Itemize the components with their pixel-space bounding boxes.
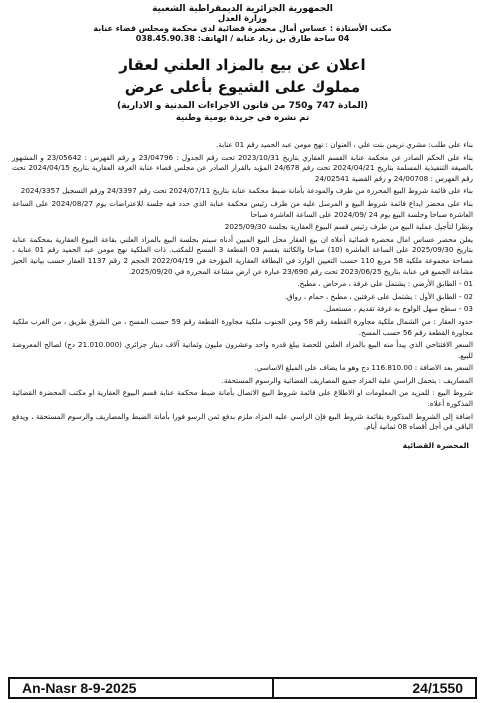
header-address: 04 ساحة طارق بن زياد عنابة / الهاتف: 038.45.90.38 — [135, 34, 350, 43]
header-republic: الجمهورية الجزائرية الديمقراطية الشعبية — [152, 4, 333, 14]
notice-subtitle: مملوك على الشيوع بأعلى عرض — [124, 78, 361, 96]
list-item: 02 - الطابق الأول : يشتمل على غرفتين ، مطبخ ، حمام ، رواق. — [284, 291, 473, 301]
paragraph: ونظرا لتأجيل عملية البيع من طرف رئيس قسم البيوع العقارية بجلسة 2025/09/30 — [224, 222, 473, 232]
publish-note: تم نشره في جريدة يومية وطنية — [175, 113, 310, 123]
paragraph: اضافة إلى الشروط المذكورة بقائمة شروط البيع فإن الراسي عليه المزاد ملزم بدفع ثمن الرسو فورا بأمانة الضبط والمصاريف والرسوم المستحقة ، ويدفع الباقي في أجل أقصاه 08 ثمانية أيام. — [12, 411, 473, 432]
paragraph: بناء على طلب: مشري نريمن بنت علي ، العنوان : نهج مومن عبد الحميد رقم 01 عنابة. — [215, 140, 473, 149]
footer — [8, 677, 477, 699]
paragraph: المصاريف : يتحمل الراسي عليه المزاد جميع المصاريف القضائية والرسوم المستحقة. — [221, 375, 473, 385]
header-office: مكتب الأستاذة : عساس أمال محضرة قضائية لدى محكمة ومجلس قضاء عنابة — [93, 24, 392, 33]
header-ministry: وزارة العدل — [217, 14, 268, 24]
paragraph: السعر الافتتاحي الذي يبدأ منه البيع بالمزاد العلني للحصة يبلغ قدره واحد وعشرون مليون وثمانية آلاف دينار جزائري (21.010.000 دج) لصالح المعروضة للبيع. — [12, 340, 473, 360]
paragraph: السعر بعد الاضافة : 116.810.00 دج وهو ما يضاف على المبلغ الاساسي. — [254, 363, 473, 373]
paragraph: يعلن محضر عساس امال محضرة قضائية أعلاه ان بيع العقار محل البيع المبين أدناه سيتم بجلسة البيع بالمزاد العلني بقاعة البيوع العقارية بمحكمة عنابة بتاريخ 2025/09/30 على الساعة العاشرة (10) صباحا والكائنة بقسم 03 القطعة 3 المسح للمكتب. ذات الملكية نهج مومن عبد الحميد رقم 01 عنابة ، مساحة مجموعة ملكية 58 مربع 110 حسب التعيين الوارد في البطاقة العقارية المؤرخة في 2022/04/19 الحجم 2 رقم 1137 العقار حسب بيانية الحيز مشاعة الجميع في عنابة بتاريخ 2023/06/25 تحت رقم 23/690 عبارة عن ارض مشاعة المحررة في 2025/09/20. — [12, 234, 473, 276]
paragraph: حدود العقار : من الشمال ملكية مجاورة القطعة رقم 58 ومن الجنوب ملكية مجاورة القطعة رقم 59 حسب المسح ، من الشرق طريق ، من الغرب ملكية مجاورة القطعة رقم 56 حسب المسح. — [12, 316, 473, 337]
paragraph: بناء على قائمة شروط البيع المحررة من طرف والمودعة بأمانة ضبط محكمة عنابة بتاريخ 2024/07/11 تحت رقم 24/3397 ورقم التسجيل 2024/3357 — [20, 186, 473, 196]
paragraph: بناء على محضر ايداع قائمة شروط البيع و المرسل عليه من طرف رئيس محكمة عنابة الذي حدد فيه جلسة للاعتراضات يوم 2024/08/27 على الساعة العاشرة صباحا وجلسة البيع يوم 24 /2024/09 على الساعة العاشرة صباحا — [12, 198, 473, 219]
title-block — [8, 54, 477, 124]
footer-divider — [272, 679, 274, 697]
signature: المحضرة القضائية — [402, 440, 469, 450]
legal-notice-page — [8, 4, 477, 699]
notice-reference: 24/1550 — [412, 680, 463, 696]
list-item: 01 - الطابق الأرضي : يشتمل على غرفة ، مرحاض ، مطبخ. — [297, 279, 473, 289]
header — [8, 4, 477, 44]
law-reference: (المادة 747 و750 من قانون الاجراءات المدنية و الادارية) — [117, 101, 368, 111]
list-item: 03 - سطح سهل الولوج به غرفة تقديم ، مستعمل. — [323, 304, 473, 314]
notice-body — [8, 140, 477, 451]
newspaper-date: An-Nasr 8-9-2025 — [22, 680, 137, 696]
paragraph: بناء على الحكم الصادر عن محكمة عنابة القسم العقاري بتاريخ 2023/10/31 تحت رقم الجدول : 23/04796 و رقم الفهرس : 23/05642 و المشهور بالصيغة التنفيذية المسلمة بتاريخ 2024/04/21 تحت رقم 24/678 المؤيد بالقرار الصادر عن مجلس قضاء عنابة الغرفة العقارية بتاريخ 2024/04/15 تحت رقم الفهرس : 24/00708 و رقم القضية 24/02541 — [12, 152, 473, 183]
notice-title: اعلان عن بيع بالمزاد العلني لعقار — [119, 56, 366, 74]
paragraph: شروط البيع : للمزيد من المعلومات او الاطلاع على قائمة شروط البيع الاتصال بأمانة ضبط محكمة عنابة قسم البيوع العقارية او مكتب المحضرة القضائية المذكورة أعلاه. — [12, 388, 473, 409]
